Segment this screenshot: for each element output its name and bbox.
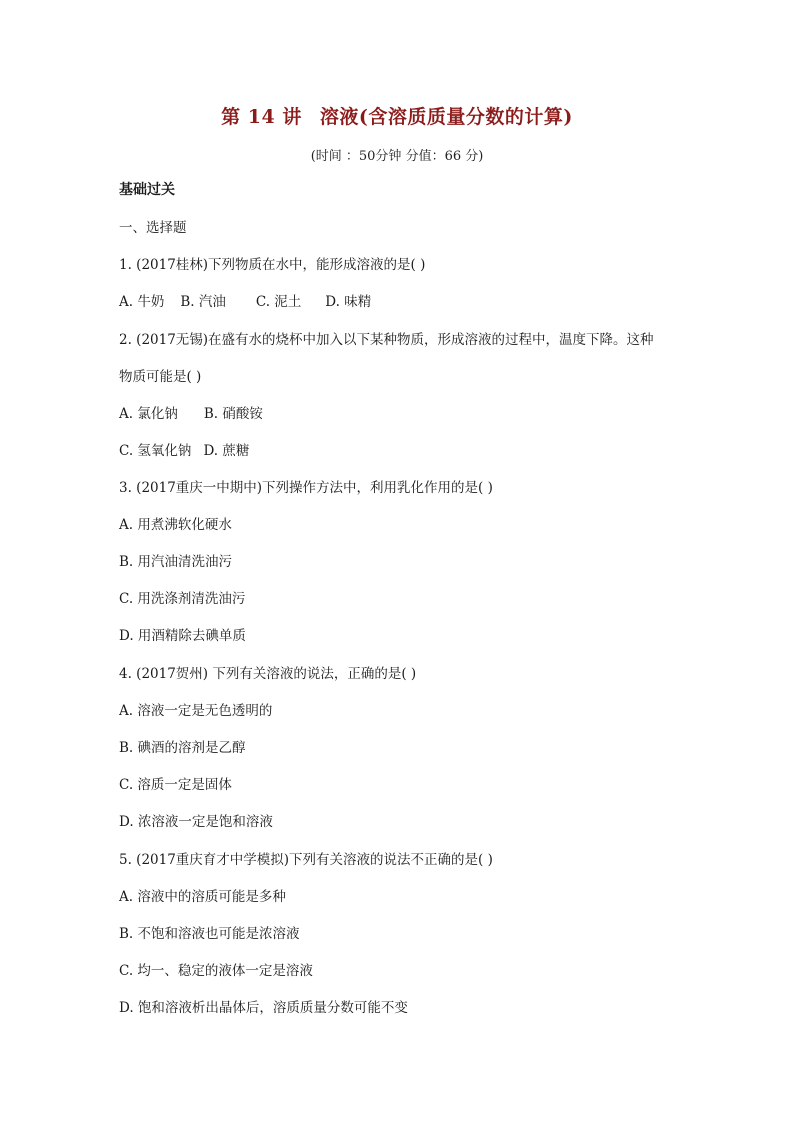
question-1-option-b: B. 汽油 [180, 294, 226, 310]
question-5-option-a: A. 溶液中的溶质可能是多种 [119, 889, 286, 905]
question-5-option-c: C. 均一、稳定的液体一定是溶液 [119, 963, 313, 979]
question-4-option-b: B. 碘酒的溶剂是乙醇 [119, 740, 246, 756]
question-3-option-c: C. 用洗涤剂清洗油污 [119, 591, 246, 607]
question-4-option-d: D. 浓溶液一定是饱和溶液 [119, 814, 273, 830]
question-3-option-a: A. 用煮沸软化硬水 [119, 517, 232, 533]
question-5-stem: 5. (2017重庆育才中学模拟)下列有关溶液的说法不正确的是( ) [119, 852, 493, 868]
question-2-stem: 2. (2017无锡)在盛有水的烧杯中加入以下某种物质，形成溶液的过程中，温度下降。这种 [119, 332, 654, 348]
question-5-option-b: B. 不饱和溶液也可能是浓溶液 [119, 926, 300, 942]
question-4-option-c: C. 溶质一定是固体 [119, 777, 232, 793]
question-3-stem: 3. (2017重庆一中期中)下列操作方法中，利用乳化作用的是( ) [119, 480, 493, 496]
question-2-options-row1 [119, 405, 263, 423]
time-score-info: (时间 ：50分钟 分值：66 分) [310, 149, 484, 164]
question-1-option-a: A. 牛奶 [119, 294, 165, 310]
question-5-option-d: D. 饱和溶液析出晶体后，溶质质量分数可能不变 [119, 1000, 408, 1016]
page-title [0, 102, 794, 129]
question-1-option-c: C. 泥土 [255, 294, 302, 310]
question-2-option-a: A. 氯化钠 [119, 406, 178, 422]
question-1-options [119, 293, 371, 311]
question-2-option-d: D. 蔗糖 [203, 443, 250, 459]
question-2-options-row2 [119, 442, 249, 460]
title-topic: 溶液(含溶质质量分数的计算) [319, 106, 573, 128]
part-heading: 一、选择题 [119, 220, 187, 236]
question-1-stem: 1. (2017桂林)下列物质在水中，能形成溶液的是( ) [119, 257, 426, 273]
question-3-option-b: B. 用汽油清洗油污 [119, 554, 233, 570]
question-4-option-a: A. 溶液一定是无色透明的 [119, 703, 273, 719]
title-lesson-number: 第 14 讲 [221, 106, 302, 128]
question-4-stem: 4. (2017贺州) 下列有关溶液的说法，正确的是( ) [119, 666, 417, 682]
question-2-option-c: C. 氢氧化钠 [119, 443, 192, 459]
question-2-option-b: B. 硝酸铵 [203, 406, 263, 422]
question-2-stem-continued: 物质可能是( ) [119, 369, 202, 385]
section-heading: 基础过关 [119, 182, 175, 198]
question-1-option-d: D. 味精 [325, 294, 372, 310]
question-3-option-d: D. 用酒精除去碘单质 [119, 628, 246, 644]
